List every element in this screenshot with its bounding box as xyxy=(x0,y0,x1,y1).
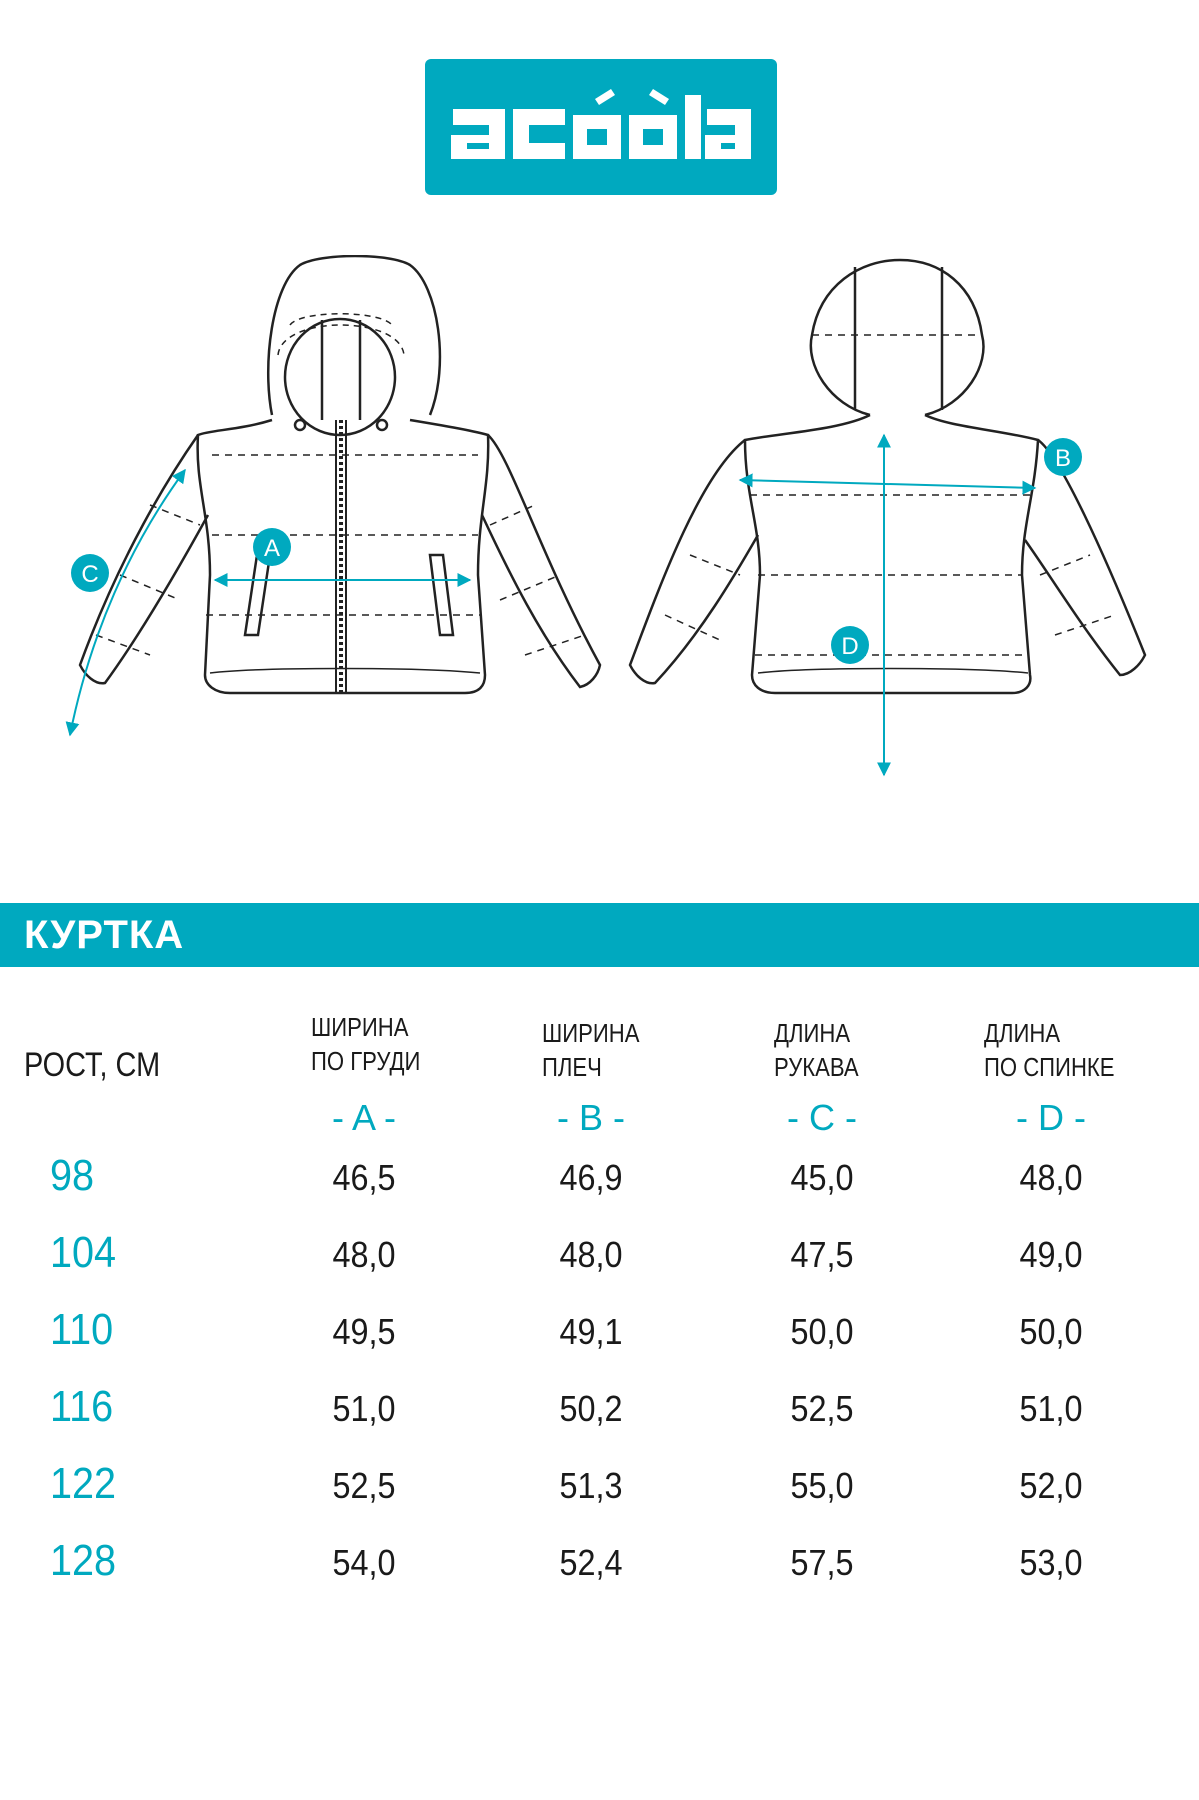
jacket-front-view xyxy=(80,256,600,693)
row-size: 122 xyxy=(50,1459,117,1508)
table-row xyxy=(0,1381,1199,1458)
svg-text:A: A xyxy=(263,535,281,562)
row-value-c: 45,0 xyxy=(790,1157,854,1198)
brand-logo xyxy=(425,59,777,195)
header-c-line2: РУКАВА xyxy=(774,1052,859,1082)
brand-wordmark xyxy=(425,59,777,195)
header-sleeve-length xyxy=(774,1016,859,1084)
row-value-a: 52,5 xyxy=(332,1465,396,1506)
header-back-length xyxy=(984,1016,1115,1084)
row-value-d: 50,0 xyxy=(1019,1311,1083,1352)
row-value-b: 52,4 xyxy=(559,1542,623,1583)
row-size: 98 xyxy=(50,1151,95,1200)
measure-line-c xyxy=(70,470,185,735)
row-value-d: 52,0 xyxy=(1019,1465,1083,1506)
table-row xyxy=(0,1150,1199,1227)
marker-b xyxy=(1044,438,1082,476)
measurement-lines xyxy=(70,435,1035,775)
svg-text:C: C xyxy=(81,561,99,588)
row-value-d: 48,0 xyxy=(1019,1157,1083,1198)
header-shoulder-width xyxy=(542,1016,639,1084)
header-height: РОСТ, СМ xyxy=(24,1046,161,1084)
table-row xyxy=(0,1304,1199,1381)
row-value-b: 51,3 xyxy=(559,1465,623,1506)
svg-text:D: D xyxy=(841,633,859,660)
row-value-c: 55,0 xyxy=(790,1465,854,1506)
marker-a xyxy=(253,528,291,566)
row-size: 128 xyxy=(50,1536,117,1585)
header-c-code: - C - xyxy=(787,1097,857,1138)
header-a-line1: ШИРИНА xyxy=(311,1012,409,1042)
row-value-b: 46,9 xyxy=(559,1157,623,1198)
header-a-code: - A - xyxy=(331,1097,397,1138)
table-row xyxy=(0,1227,1199,1304)
marker-d xyxy=(831,626,869,664)
row-size: 116 xyxy=(50,1382,114,1431)
row-value-c: 50,0 xyxy=(790,1311,854,1352)
header-chest-width xyxy=(311,1010,420,1078)
header-d-line2: ПО СПИНКЕ xyxy=(984,1052,1115,1082)
header-d-code: - D - xyxy=(1016,1097,1086,1138)
row-value-a: 48,0 xyxy=(332,1234,396,1275)
header-b-line1: ШИРИНА xyxy=(542,1018,640,1048)
section-band xyxy=(0,903,1199,967)
svg-text:B: B xyxy=(1054,445,1072,472)
row-value-c: 57,5 xyxy=(790,1542,854,1583)
jacket-back-view xyxy=(630,260,1145,693)
row-value-c: 47,5 xyxy=(790,1234,854,1275)
row-value-c: 52,5 xyxy=(790,1388,854,1429)
marker-c xyxy=(71,554,109,592)
table-row xyxy=(0,1535,1199,1612)
jacket-technical-drawings xyxy=(0,255,1199,795)
header-b-code: - B - xyxy=(557,1097,625,1138)
row-value-b: 48,0 xyxy=(559,1234,623,1275)
header-c-line1: ДЛИНА xyxy=(774,1018,851,1048)
header-b-line2: ПЛЕЧ xyxy=(542,1052,602,1082)
table-row xyxy=(0,1458,1199,1535)
row-value-d: 53,0 xyxy=(1019,1542,1083,1583)
row-value-a: 51,0 xyxy=(332,1388,396,1429)
row-value-d: 51,0 xyxy=(1019,1388,1083,1429)
row-value-b: 49,1 xyxy=(559,1311,623,1352)
section-title: КУРТКА xyxy=(24,913,185,957)
row-size: 110 xyxy=(50,1305,114,1354)
row-value-a: 46,5 xyxy=(332,1157,396,1198)
measure-line-b xyxy=(740,480,1035,488)
header-a-line2: ПО ГРУДИ xyxy=(311,1046,421,1076)
row-value-d: 49,0 xyxy=(1019,1234,1083,1275)
row-value-a: 49,5 xyxy=(332,1311,396,1352)
row-size: 104 xyxy=(50,1228,117,1277)
header-d-line1: ДЛИНА xyxy=(984,1018,1061,1048)
row-value-b: 50,2 xyxy=(559,1388,623,1429)
row-value-a: 54,0 xyxy=(332,1542,396,1583)
